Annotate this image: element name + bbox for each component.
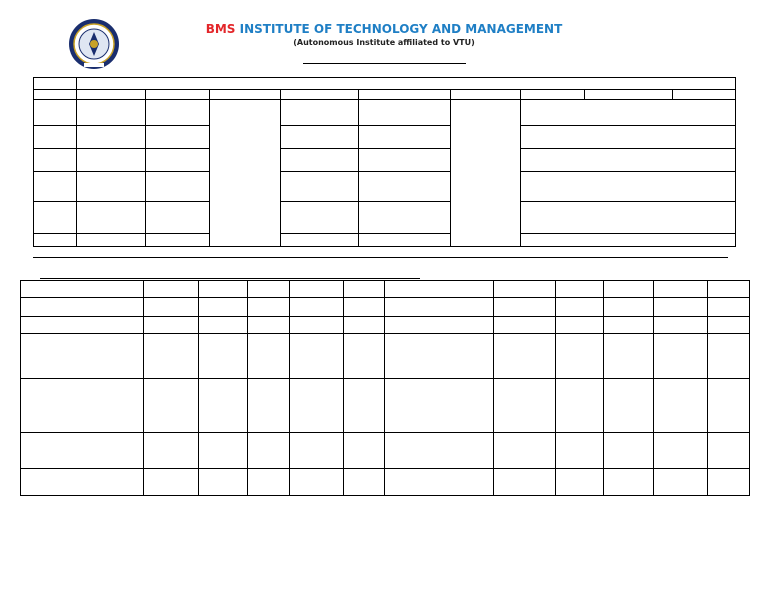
table-cell xyxy=(604,298,654,317)
table-cell xyxy=(673,90,736,100)
table-cell xyxy=(146,234,210,247)
table-cell xyxy=(344,334,385,379)
table-cell xyxy=(604,281,654,298)
table-cell xyxy=(281,90,359,100)
table-cell xyxy=(281,149,359,172)
table-cell xyxy=(77,90,146,100)
table-row xyxy=(34,172,736,202)
table-cell xyxy=(144,379,199,433)
table-cell xyxy=(281,202,359,234)
table-cell xyxy=(344,317,385,334)
table-cell xyxy=(654,298,708,317)
table-cell xyxy=(248,469,290,496)
table-cell xyxy=(34,202,77,234)
table-cell xyxy=(359,172,451,202)
table-cell xyxy=(708,317,750,334)
table-cell xyxy=(290,317,344,334)
table-cell xyxy=(290,281,344,298)
table-cell xyxy=(144,281,199,298)
table-cell xyxy=(344,298,385,317)
table-row xyxy=(34,234,736,247)
table-cell xyxy=(290,379,344,433)
table-cell xyxy=(281,100,359,126)
table-cell xyxy=(494,469,556,496)
table-cell xyxy=(144,317,199,334)
table-cell xyxy=(21,469,144,496)
table-cell xyxy=(556,433,604,469)
table-row xyxy=(34,90,736,100)
table-cell xyxy=(290,433,344,469)
table-cell xyxy=(77,100,146,126)
table-cell xyxy=(521,172,736,202)
table-cell xyxy=(708,334,750,379)
table-cell xyxy=(21,317,144,334)
table-cell xyxy=(199,433,248,469)
table-cell xyxy=(556,317,604,334)
table-cell xyxy=(359,126,451,149)
table-row xyxy=(21,281,750,298)
table-cell xyxy=(494,317,556,334)
table-cell xyxy=(77,202,146,234)
table-cell xyxy=(556,469,604,496)
table-row xyxy=(21,469,750,496)
table-cell xyxy=(281,126,359,149)
table-cell xyxy=(146,172,210,202)
table-cell xyxy=(585,90,673,100)
table-cell xyxy=(144,469,199,496)
table-cell xyxy=(199,281,248,298)
table-cell xyxy=(77,172,146,202)
table-cell xyxy=(199,379,248,433)
table-cell xyxy=(451,90,521,100)
table-cell xyxy=(199,469,248,496)
title-underline xyxy=(303,63,466,64)
table-cell xyxy=(248,433,290,469)
table-cell xyxy=(77,126,146,149)
table-cell xyxy=(21,334,144,379)
table-cell xyxy=(708,298,750,317)
table-cell xyxy=(281,234,359,247)
table-row xyxy=(34,202,736,234)
table-cell xyxy=(34,234,77,247)
top-table xyxy=(33,77,736,247)
bottom-table xyxy=(20,280,750,496)
table-cell xyxy=(146,202,210,234)
table-cell xyxy=(556,298,604,317)
table-cell xyxy=(248,317,290,334)
table-cell xyxy=(248,298,290,317)
table-cell xyxy=(385,317,494,334)
table-cell xyxy=(521,149,736,172)
table-cell xyxy=(494,379,556,433)
table-row xyxy=(21,379,750,433)
page-subtitle: (Autonomous Institute affiliated to VTU) xyxy=(293,38,475,47)
table-cell xyxy=(21,379,144,433)
table-cell xyxy=(556,379,604,433)
table-cell xyxy=(34,172,77,202)
table-cell xyxy=(146,149,210,172)
table-cell xyxy=(146,100,210,126)
table-cell xyxy=(654,334,708,379)
table-cell xyxy=(494,281,556,298)
table-cell xyxy=(34,100,77,126)
table-cell xyxy=(146,90,210,100)
page-title xyxy=(0,22,768,36)
table-cell xyxy=(494,433,556,469)
table-cell xyxy=(708,433,750,469)
table-cell xyxy=(290,298,344,317)
table-cell xyxy=(77,149,146,172)
table-cell xyxy=(359,149,451,172)
table-cell xyxy=(144,334,199,379)
table-cell xyxy=(210,100,281,247)
table-cell xyxy=(521,234,736,247)
table-cell xyxy=(385,334,494,379)
table-cell xyxy=(21,433,144,469)
table-cell xyxy=(21,281,144,298)
table-row xyxy=(21,334,750,379)
table-row xyxy=(21,317,750,334)
table-cell xyxy=(604,317,654,334)
separator-line xyxy=(33,257,728,258)
table-cell xyxy=(359,90,451,100)
table-cell xyxy=(521,100,736,126)
table-cell xyxy=(199,298,248,317)
table-cell xyxy=(359,234,451,247)
table-cell xyxy=(654,317,708,334)
table-cell xyxy=(199,334,248,379)
table-cell xyxy=(654,379,708,433)
table-cell xyxy=(708,379,750,433)
table-cell xyxy=(77,78,736,90)
table-cell xyxy=(199,317,248,334)
table-cell xyxy=(654,433,708,469)
table-cell xyxy=(146,126,210,149)
table-cell xyxy=(494,334,556,379)
table-cell xyxy=(144,298,199,317)
table-cell xyxy=(248,281,290,298)
table-cell xyxy=(344,281,385,298)
title-institute: INSTITUTE OF TECHNOLOGY AND MANAGEMENT xyxy=(239,22,563,36)
table-cell xyxy=(654,469,708,496)
table-cell xyxy=(521,90,585,100)
table-cell xyxy=(451,100,521,247)
table-cell xyxy=(34,149,77,172)
table-cell xyxy=(521,202,736,234)
table-cell xyxy=(359,100,451,126)
section-underline xyxy=(40,278,420,279)
table-cell xyxy=(344,469,385,496)
table-row xyxy=(34,78,736,90)
table-cell xyxy=(385,298,494,317)
table-cell xyxy=(34,78,77,90)
table-cell xyxy=(34,90,77,100)
table-cell xyxy=(77,234,146,247)
table-cell xyxy=(359,202,451,234)
table-cell xyxy=(21,298,144,317)
table-cell xyxy=(248,334,290,379)
table-cell xyxy=(604,379,654,433)
table-row xyxy=(21,298,750,317)
table-cell xyxy=(708,469,750,496)
table-row xyxy=(34,149,736,172)
table-cell xyxy=(385,379,494,433)
table-cell xyxy=(385,433,494,469)
table-cell xyxy=(210,90,281,100)
table-cell xyxy=(521,126,736,149)
table-cell xyxy=(556,281,604,298)
table-cell xyxy=(556,334,604,379)
table-cell xyxy=(344,433,385,469)
table-cell xyxy=(385,281,494,298)
table-row xyxy=(21,433,750,469)
table-cell xyxy=(290,469,344,496)
table-cell xyxy=(604,334,654,379)
table-cell xyxy=(248,379,290,433)
table-cell xyxy=(385,469,494,496)
table-cell xyxy=(604,469,654,496)
table-cell xyxy=(708,281,750,298)
table-cell xyxy=(654,281,708,298)
table-cell xyxy=(344,379,385,433)
table-row xyxy=(34,126,736,149)
table-cell xyxy=(34,126,77,149)
table-row xyxy=(34,100,736,126)
table-cell xyxy=(281,172,359,202)
table-cell xyxy=(144,433,199,469)
table-cell xyxy=(494,298,556,317)
title-bms: BMS xyxy=(205,22,236,36)
table-cell xyxy=(604,433,654,469)
table-cell xyxy=(290,334,344,379)
